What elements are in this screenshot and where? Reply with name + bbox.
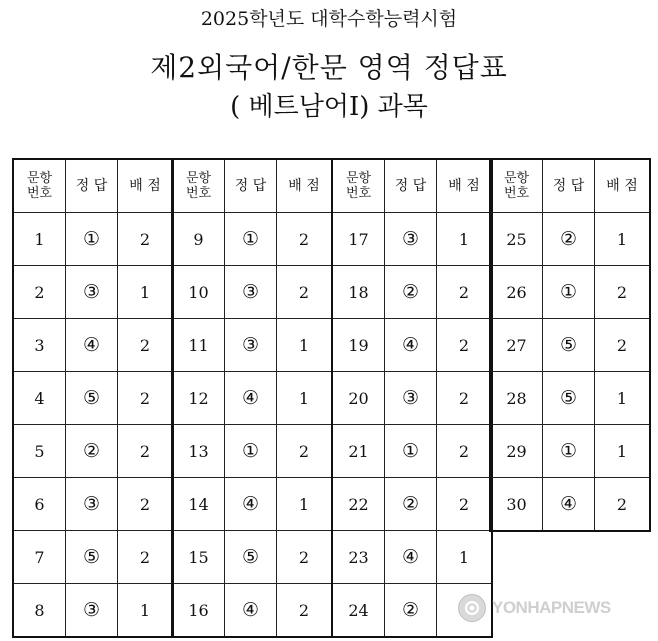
correct-answer: ② <box>66 425 118 478</box>
correct-answer: ③ <box>66 478 118 531</box>
points: 2 <box>437 319 493 372</box>
question-number: 21 <box>332 425 385 478</box>
answer-table-block-1 <box>12 158 174 638</box>
points: 2 <box>118 478 174 531</box>
question-number: 20 <box>332 372 385 425</box>
points: 2 <box>118 213 174 266</box>
column-header-answer: 정 답 <box>225 159 277 213</box>
table-row <box>13 319 173 372</box>
question-number: 18 <box>332 266 385 319</box>
correct-answer: ④ <box>225 584 277 638</box>
points: 2 <box>437 266 493 319</box>
question-number: 12 <box>172 372 225 425</box>
correct-answer: ⑤ <box>225 531 277 584</box>
correct-answer: ⑤ <box>66 372 118 425</box>
correct-answer: ④ <box>225 372 277 425</box>
correct-answer: ④ <box>66 319 118 372</box>
yonhap-logo-mark <box>464 600 480 616</box>
table-row <box>172 531 332 584</box>
question-number: 30 <box>490 478 543 532</box>
sheet-title: 제2외국어/한문 영역 정답표 <box>150 51 508 84</box>
points: 1 <box>118 266 174 319</box>
correct-answer: ⑤ <box>543 372 595 425</box>
question-number: 4 <box>13 372 66 425</box>
table-row <box>490 319 650 372</box>
question-number: 28 <box>490 372 543 425</box>
correct-answer: ① <box>66 213 118 266</box>
column-header-points: 배 점 <box>437 159 493 213</box>
question-number: 23 <box>332 531 385 584</box>
column-header-points: 배 점 <box>118 159 174 213</box>
question-number: 27 <box>490 319 543 372</box>
question-number: 25 <box>490 213 543 266</box>
correct-answer: ① <box>385 425 437 478</box>
question-number: 5 <box>13 425 66 478</box>
points: 2 <box>118 372 174 425</box>
question-number: 15 <box>172 531 225 584</box>
points: 2 <box>277 584 333 638</box>
table-row <box>490 372 650 425</box>
question-number: 10 <box>172 266 225 319</box>
question-number: 9 <box>172 213 225 266</box>
table-row <box>13 531 173 584</box>
table-row <box>13 584 173 638</box>
question-number: 16 <box>172 584 225 638</box>
question-number: 6 <box>13 478 66 531</box>
question-number: 1 <box>13 213 66 266</box>
question-number: 3 <box>13 319 66 372</box>
yonhap-logo-icon <box>458 594 486 622</box>
points: 2 <box>437 478 493 531</box>
points: 2 <box>437 372 493 425</box>
table-row <box>172 213 332 266</box>
yonhap-news-watermark <box>458 592 654 624</box>
correct-answer: ② <box>543 213 595 266</box>
table-row <box>172 319 332 372</box>
points: 2 <box>437 425 493 478</box>
table-header-row <box>13 159 173 213</box>
correct-answer: ③ <box>225 319 277 372</box>
points: 2 <box>118 425 174 478</box>
table-row <box>332 425 492 478</box>
table-row <box>172 266 332 319</box>
table-header-row <box>172 159 332 213</box>
table-row <box>13 213 173 266</box>
points: 2 <box>118 531 174 584</box>
points: 1 <box>118 584 174 638</box>
answer-table-block-4 <box>489 158 651 532</box>
table-row <box>490 425 650 478</box>
table-row <box>332 531 492 584</box>
table-row <box>172 372 332 425</box>
question-number: 22 <box>332 478 385 531</box>
points: 2 <box>277 266 333 319</box>
column-header-number: 문항 번호 <box>490 159 543 213</box>
correct-answer: ④ <box>225 478 277 531</box>
table-row <box>13 478 173 531</box>
table-row <box>490 478 650 532</box>
correct-answer: ④ <box>385 319 437 372</box>
table-row <box>13 372 173 425</box>
correct-answer: ④ <box>543 478 595 532</box>
column-header-number: 문항 번호 <box>172 159 225 213</box>
table-row <box>332 478 492 531</box>
correct-answer: ② <box>385 266 437 319</box>
question-number: 11 <box>172 319 225 372</box>
table-row <box>332 213 492 266</box>
question-number: 13 <box>172 425 225 478</box>
table-row <box>332 319 492 372</box>
question-number: 29 <box>490 425 543 478</box>
column-header-number: 문항 번호 <box>332 159 385 213</box>
answer-table-block-2 <box>171 158 333 638</box>
question-number: 14 <box>172 478 225 531</box>
table-row <box>172 425 332 478</box>
correct-answer: ③ <box>385 372 437 425</box>
table-header-row <box>332 159 492 213</box>
correct-answer: ③ <box>225 266 277 319</box>
answer-table-block-3 <box>331 158 493 638</box>
question-number: 2 <box>13 266 66 319</box>
question-number: 8 <box>13 584 66 638</box>
table-row <box>13 425 173 478</box>
points: 1 <box>595 372 651 425</box>
points: 2 <box>277 531 333 584</box>
exam-title: 2025학년도 대학수학능력시험 <box>200 8 458 30</box>
correct-answer: ③ <box>385 213 437 266</box>
table-row <box>490 266 650 319</box>
question-number: 26 <box>490 266 543 319</box>
column-header-answer: 정 답 <box>543 159 595 213</box>
points: 1 <box>277 478 333 531</box>
correct-answer: ③ <box>66 584 118 638</box>
points: 2 <box>595 266 651 319</box>
points: 1 <box>277 372 333 425</box>
correct-answer: ① <box>543 425 595 478</box>
points: 1 <box>277 319 333 372</box>
column-header-points: 배 점 <box>595 159 651 213</box>
points: 2 <box>595 319 651 372</box>
correct-answer: ⑤ <box>543 319 595 372</box>
correct-answer: ① <box>225 425 277 478</box>
points: 1 <box>437 213 493 266</box>
points: 2 <box>277 213 333 266</box>
column-header-number: 문항 번호 <box>13 159 66 213</box>
points: 1 <box>437 531 493 584</box>
correct-answer: ④ <box>385 531 437 584</box>
table-row <box>172 478 332 531</box>
correct-answer: ③ <box>66 266 118 319</box>
points: 2 <box>277 425 333 478</box>
correct-answer: ② <box>385 478 437 531</box>
question-number: 19 <box>332 319 385 372</box>
correct-answer: ② <box>385 584 437 638</box>
question-number: 17 <box>332 213 385 266</box>
watermark-text: YONHAPNEWS <box>492 598 611 617</box>
points: 2 <box>118 319 174 372</box>
table-row <box>172 584 332 638</box>
column-header-answer: 정 답 <box>66 159 118 213</box>
correct-answer: ① <box>543 266 595 319</box>
column-header-points: 배 점 <box>277 159 333 213</box>
column-header-answer: 정 답 <box>385 159 437 213</box>
table-row <box>332 266 492 319</box>
table-row <box>332 372 492 425</box>
correct-answer: ⑤ <box>66 531 118 584</box>
subject-title: ( 베트남어Ⅰ) 과목 <box>230 92 428 122</box>
points: 1 <box>595 425 651 478</box>
correct-answer: ① <box>225 213 277 266</box>
points: 1 <box>595 213 651 266</box>
table-row <box>13 266 173 319</box>
question-number: 24 <box>332 584 385 638</box>
question-number: 7 <box>13 531 66 584</box>
table-header-row <box>490 159 650 213</box>
points: 2 <box>595 478 651 532</box>
table-row <box>490 213 650 266</box>
